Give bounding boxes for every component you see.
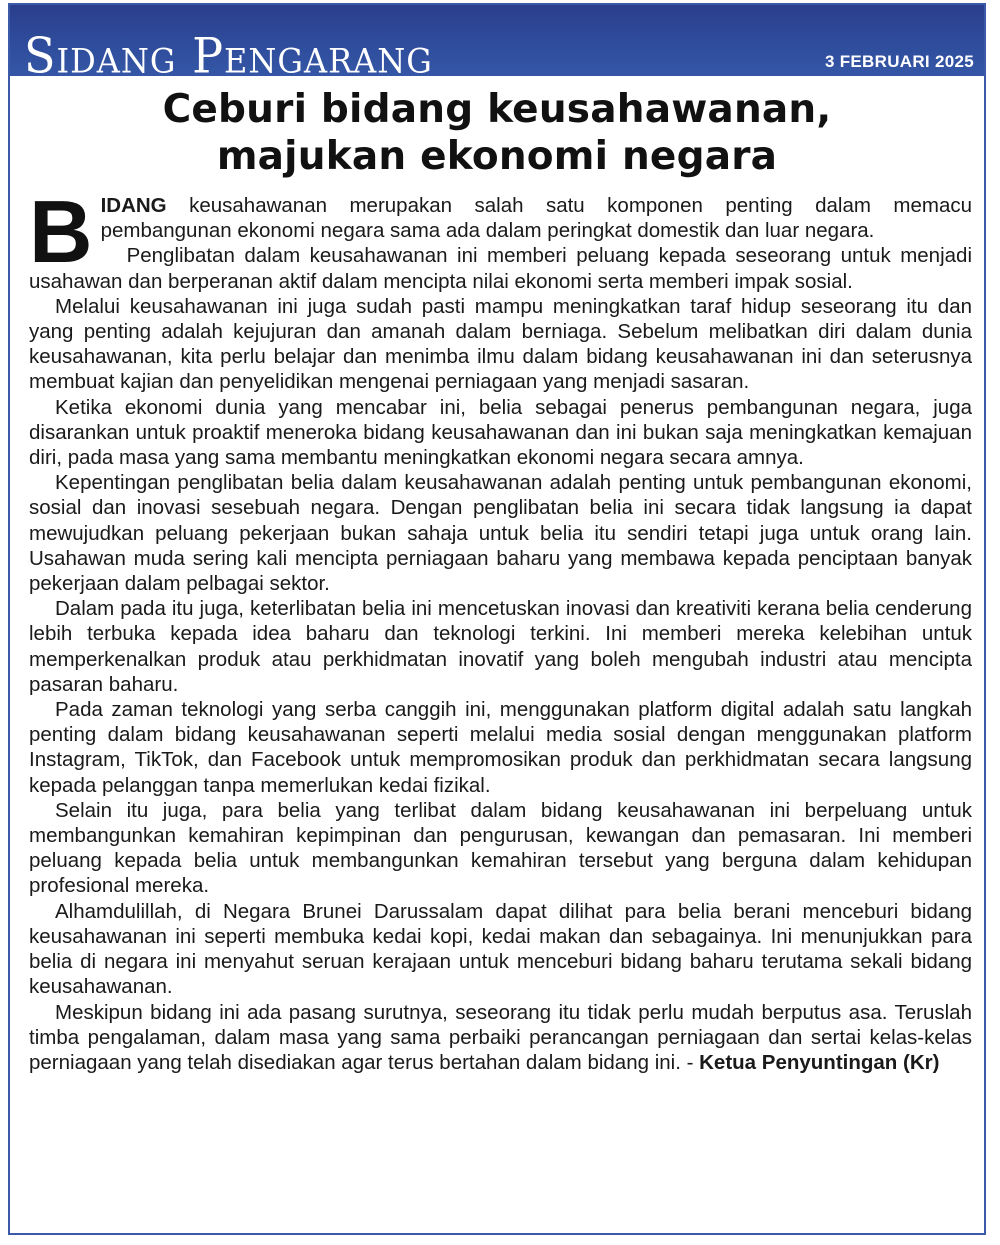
headline-line-2: majukan ekonomi negara: [216, 134, 778, 179]
paragraph-2: Melalui keusahawanan ini juga sudah pasti mampu meningkatkan taraf hidup seseorang itu dan yang penting adalah kejujuran dan amanah dalam berniaga. Sebelum melibatkan diri dalam dunia keusahawanan, kita perlu belajar dan menimba ilmu dalam bidang keusahawanan ini dan seterusnya membuat kajian dan penyelidikan mengenai perniagaan yang menjadi sasaran.: [29, 294, 972, 394]
paragraph-3: Ketika ekonomi dunia yang mencabar ini, belia sebagai penerus pembangunan negara, juga disarankan untuk proaktif meneroka bidang keusahawanan dan ini bukan saja meningkatkan kemajuan diri, pada masa yang sama membantu meningkatkan ekonomi negara secara amnya.: [29, 395, 972, 470]
headline-line-1: Ceburi bidang keusahawanan,: [162, 87, 832, 132]
paragraph-4: Kepentingan penglibatan belia dalam keusahawanan adalah penting untuk pembangunan ekonomi, sosial dan inovasi sesebuah negara. Dengan penglibatan belia ini secara tidak langsung ia dapat mewujudkan peluang pekerjaan bukan sahaja untuk belia itu sendiri tetapi juga untuk orang lain. Usahawan muda sering kali mencipta perniagaan baharu yang membawa kepada penciptaan banyak pekerjaan dalam pelbagai sektor.: [29, 471, 972, 596]
paragraph-8: Alhamdulillah, di Negara Brunei Darussalam dapat dilihat para belia berani menceburi bidang keusahawanan ini seperti membuka kedai kopi, kedai makan dan sebagainya. Ini menunjukkan para belia di negara ini menyahut seruan kerajaan untuk menceburi bidang baharu terutama sekali bidang keusahawanan.: [29, 899, 972, 999]
paragraph-1: Penglibatan dalam keusahawanan ini memberi peluang kepada seseorang untuk menjadi usahawan dan berperanan aktif dalam mencipta nilai ekonomi serta memberi impak sosial.: [29, 244, 972, 293]
publication-date: 3 FEBRUARI 2025: [824, 52, 974, 71]
lead-word: IDANG: [100, 194, 167, 217]
drop-cap: B: [29, 182, 93, 281]
final-paragraph-text: Meskipun bidang ini ada pasang surutnya, seseorang itu tidak perlu mudah berputus asa. Teruslah timba pengalaman, dalam masa yang sama perbaiki perancangan perniagaan dan sertai kelas-kelas perniagaan yang telah disediakan agar terus bertahan dalam bidang ini. -: [29, 1000, 972, 1074]
paragraph-6: Pada zaman teknologi yang serba canggih ini, menggunakan platform digital adalah satu langkah penting dalam bidang keusahawanan seperti melalui media sosial dengan menggunakan platform Instagram, TikTok, dan Facebook untuk mempromosikan produk dan perkhidmatan secara langsung kepada pelanggan tanpa memerlukan kedai fizikal.: [29, 698, 972, 797]
author-signature: Ketua Penyuntingan (Kr): [699, 1050, 940, 1074]
masthead-banner: [10, 5, 984, 76]
lead-text: keusahawanan merupakan salah satu komponen penting dalam memacu pembangunan ekonomi negara sama ada dalam peringkat domestik dan luar negara.: [100, 194, 972, 243]
final-paragraph: [29, 1000, 972, 1076]
headline: [10, 86, 984, 180]
article-body: [29, 182, 972, 1075]
paragraph-5: Dalam pada itu juga, keterlibatan belia ini mencetuskan inovasi dan kreativiti kerana belia cenderung lebih terbuka kepada idea baharu dan teknologi terkini. Ini memberi mereka kelebihan untuk memperkenalkan produk atau perkhidmatan inovatif yang boleh mengubah industri atau mencipta pasaran baharu.: [29, 597, 972, 696]
paragraph-7: Selain itu juga, para belia yang terlibat dalam bidang keusahawanan ini berpeluang untuk membangunkan kemahiran kepimpinan dan pengurusan, kewangan dan pemasaran. Ini memberi peluang kepada belia untuk membangunkan kemahiran tersebut yang berguna dalam kehidupan profesional mereka.: [29, 798, 972, 898]
section-title: Sidang Pengarang: [24, 27, 433, 76]
